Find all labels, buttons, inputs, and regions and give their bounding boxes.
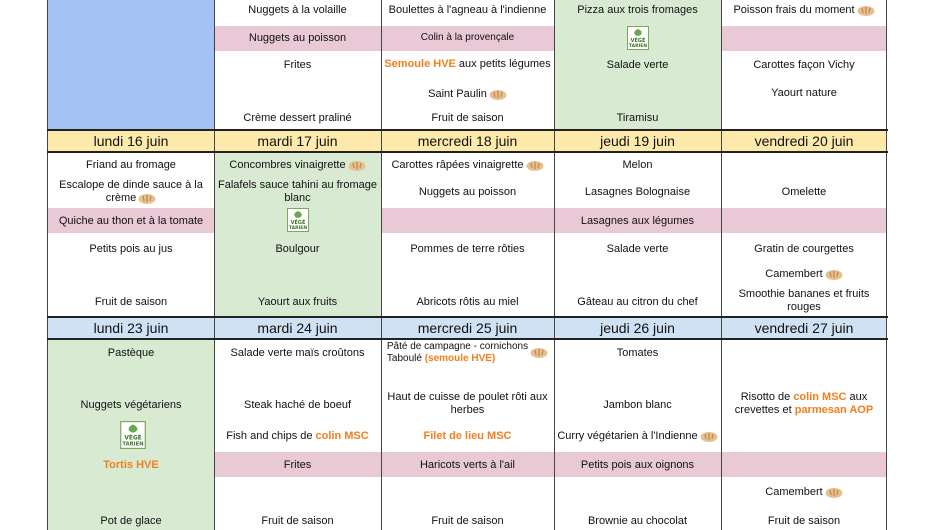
menu-item — [721, 483, 887, 501]
menu-item: Salade verte — [606, 242, 669, 255]
menu-item: Carottes façon Vichy — [753, 58, 855, 71]
highlight-text: parmesan AOP — [794, 404, 874, 416]
menu-item: Steak haché de boeuf — [243, 398, 352, 411]
highlight-text: (semoule HVE) — [424, 353, 496, 365]
menu-item: Smoothie bananes et fruits rouges — [738, 288, 870, 313]
menu-item: Abricots rôtis au miel — [416, 295, 519, 308]
menu-item — [381, 156, 554, 174]
grid-vline — [381, 0, 382, 530]
day-header: vendredi 27 juin — [754, 320, 854, 336]
badge-line1: VÉGÉ — [124, 435, 142, 442]
menu-item: Quiche au thon et à la tomate — [58, 214, 204, 227]
bread-icon — [348, 160, 366, 171]
menu-item — [554, 427, 721, 445]
grid-vline — [554, 0, 555, 530]
menu-item: Salade verte maïs croûtons — [230, 346, 365, 359]
highlight-text: colin MSC — [793, 391, 847, 403]
menu-item: Pot de glace — [100, 514, 162, 527]
monday-week1-bg — [48, 0, 214, 130]
menu-item: Omelette — [781, 185, 827, 198]
badge-line1: VÉGÉ — [290, 220, 306, 226]
menu-item — [381, 341, 554, 365]
menu-item: Frites — [283, 458, 312, 471]
menu-item — [214, 427, 381, 445]
menu-item: Frites — [283, 58, 312, 71]
menu-item: Boulgour — [275, 242, 320, 255]
vegetarian-badge — [627, 26, 649, 55]
menu-item: Haricots verts à l'ail — [419, 458, 515, 471]
highlight-text: colin MSC — [315, 429, 369, 442]
pink-row-week2-fri — [721, 208, 887, 233]
menu-item: Nuggets au poisson — [418, 185, 517, 198]
menu-item: Filet de lieu MSC — [423, 429, 512, 442]
day-header: jeudi 26 juin — [600, 320, 675, 336]
menu-item: Nuggets végétariens — [80, 398, 182, 411]
menu-item: Petits pois aux oignons — [580, 458, 695, 471]
menu-item: Tomates — [616, 346, 659, 359]
bread-icon — [857, 5, 875, 16]
menu-item: Lasagnes Bolognaise — [584, 185, 691, 198]
bread-icon — [825, 487, 843, 498]
pink-row-week3-fri — [721, 452, 887, 477]
bread-icon — [526, 160, 544, 171]
vegetarian-badge — [120, 421, 146, 454]
menu-item-text: Taboulé — [386, 353, 425, 365]
menu-item: Nuggets au poisson — [248, 31, 347, 44]
badge-line2: TARIEN — [288, 226, 308, 231]
menu-item: Pizza aux trois fromages — [577, 3, 698, 16]
menu-item — [721, 265, 887, 283]
grid-vline — [214, 0, 215, 530]
day-header: mercredi 25 juin — [417, 320, 518, 336]
menu-item: Jambon blanc — [603, 398, 672, 411]
menu-item: Pommes de terre rôties — [410, 242, 525, 255]
menu-item: Lasagnes aux légumes — [580, 214, 695, 227]
menu-item-text: Risotto de — [740, 391, 794, 403]
menu-item: Crème dessert praliné — [243, 111, 352, 124]
bread-icon — [700, 431, 718, 442]
badge-line2: TARIEN — [122, 441, 144, 448]
menu-item: Fruit de saison — [431, 111, 504, 124]
menu-item-text: aux petits légumes — [455, 57, 551, 70]
menu-item: Fruit de saison — [767, 514, 841, 527]
menu-item: Petits pois au jus — [89, 242, 173, 255]
menu-item: Nuggets à la volaille — [248, 3, 347, 16]
menu-item: Falafels sauce tahini au fromage blanc — [218, 179, 377, 204]
menu-item-text: Escalope de dinde sauce à la crème — [59, 179, 203, 204]
menu-item-text: Pâté de campagne - cornichons — [386, 341, 529, 353]
badge-line2: TARIEN — [628, 44, 648, 49]
menu-item: Fruit de saison — [94, 295, 168, 308]
menu-item-text: aux crevettes et — [734, 391, 868, 416]
menu-item — [214, 156, 381, 174]
menu-item — [381, 50, 554, 78]
menu-item — [721, 1, 887, 19]
bread-icon — [489, 89, 507, 100]
menu-item-text: Carottes râpées vinaigrette — [391, 158, 524, 171]
badge-line1: VÉGÉ — [630, 38, 646, 44]
menu-item-text: Curry végétarien à l'Indienne — [557, 429, 698, 442]
pink-row-week1-fri — [721, 26, 887, 51]
menu-item: Salade verte — [606, 58, 669, 71]
menu-item: Pastèque — [107, 346, 155, 359]
menu-item: Fruit de saison — [261, 514, 334, 527]
menu-item-text: Concombres vinaigrette — [229, 158, 346, 171]
menu-item: Friand au fromage — [86, 158, 176, 171]
menu-item-text: Camembert — [765, 485, 823, 498]
bread-icon — [138, 193, 156, 204]
menu-item: Fruit de saison — [431, 514, 504, 527]
menu-item: Haut de cuisse de poulet rôti aux herbes — [387, 391, 548, 416]
day-header: lundi 16 juin — [93, 133, 169, 149]
day-header: mercredi 18 juin — [417, 133, 518, 149]
menu-item — [721, 390, 887, 418]
highlight-text: Semoule HVE — [384, 57, 456, 70]
day-header: vendredi 20 juin — [754, 133, 854, 149]
menu-item: Boulettes à l'agneau à l'indienne — [388, 3, 547, 16]
day-header: jeudi 19 juin — [600, 133, 675, 149]
menu-item: Colin à la provençale — [420, 32, 515, 43]
menu-item: Gâteau au citron du chef — [577, 295, 698, 308]
menu-item — [381, 85, 554, 103]
day-header: mardi 24 juin — [257, 320, 338, 336]
vegetarian-badge — [287, 208, 309, 237]
menu-item-text: Fish and chips de — [226, 429, 316, 442]
menu-item: Yaourt aux fruits — [257, 295, 338, 308]
menu-item: Tortis HVE — [103, 458, 159, 471]
menu-item: Tiramisu — [616, 111, 659, 124]
grid-vline — [47, 0, 48, 530]
pink-row-week2-wed — [381, 208, 554, 233]
menu-item-text: Saint Paulin — [428, 87, 487, 100]
day-header: lundi 23 juin — [93, 320, 169, 336]
menu-item: Gratin de courgettes — [754, 242, 854, 255]
menu-item: Yaourt nature — [771, 86, 837, 99]
bread-icon — [825, 269, 843, 280]
bread-icon — [530, 347, 548, 358]
menu-item-text: Poisson frais du moment — [733, 3, 855, 16]
menu-item: Melon — [622, 158, 653, 171]
menu-item: Brownie au chocolat — [587, 514, 688, 527]
menu-item-text: Camembert — [765, 267, 823, 280]
day-header: mardi 17 juin — [257, 133, 338, 149]
menu-item — [48, 177, 214, 207]
